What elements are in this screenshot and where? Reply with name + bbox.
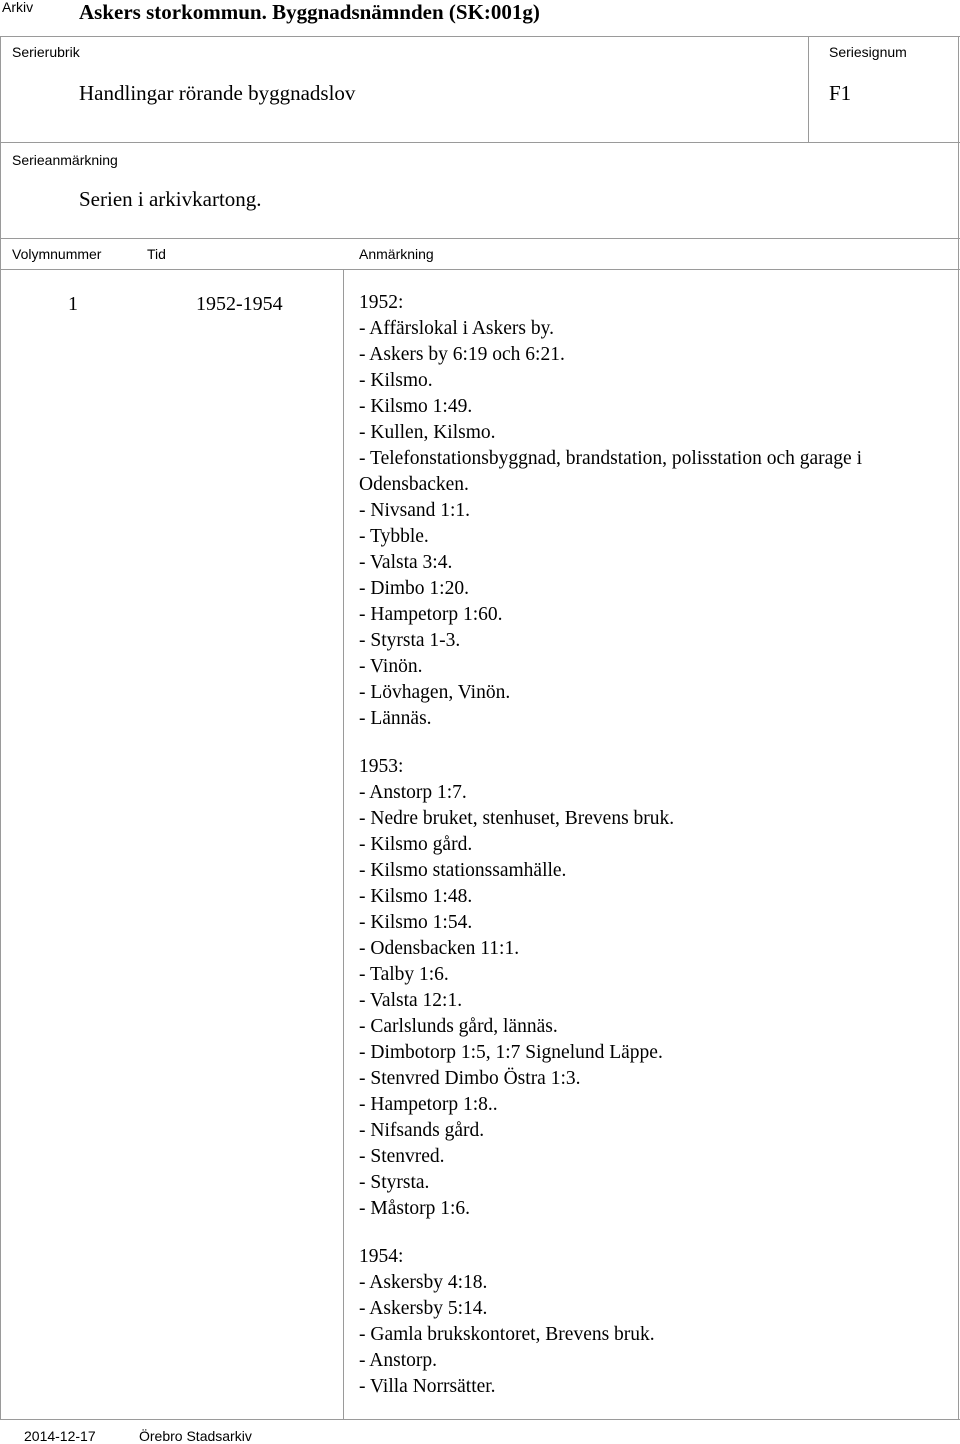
note-line: - Nedre bruket, stenhuset, Brevens bruk. [359,808,675,829]
footer-date: 2014-12-17 [24,1428,96,1444]
volume-number: 1 [68,293,78,315]
note-line: - Valsta 12:1. [359,990,463,1011]
note-line: - Kilsmo gård. [359,834,473,855]
note-line: 1954: [359,1246,404,1267]
note-line: - Telefonstationsbyggnad, brandstation, polisstation och garage i [359,448,863,469]
note-line: - Styrsta. [359,1172,430,1193]
serieanmarkning-label: Serieanmärkning [12,152,118,168]
note-line: - Vinön. [359,656,423,677]
note-line: - Kilsmo 1:54. [359,912,473,933]
note-group [359,1244,949,1400]
note-line: - Gamla brukskontoret, Brevens bruk. [359,1324,655,1345]
note-line: - Styrsta 1-3. [359,630,461,651]
note-line: - Anstorp 1:7. [359,782,467,803]
note-line: - Valsta 3:4. [359,552,453,573]
note-line: - Kilsmo 1:48. [359,886,473,907]
serie-divider [0,142,960,143]
column-header-anmarkning: Anmärkning [359,246,434,262]
note-line: - Dimbotorp 1:5, 1:7 Signelund Läppe. [359,1042,663,1063]
note-line: 1953: [359,756,404,777]
note-line: - Måstorp 1:6. [359,1198,471,1219]
note-line: - Kilsmo 1:49. [359,396,473,417]
note-line: - Talby 1:6. [359,964,449,985]
table-header-divider [0,269,960,270]
right-border [958,36,959,1420]
note-line: - Askersby 5:14. [359,1298,488,1319]
note-line: - Kilsmo stationssamhälle. [359,860,567,881]
serieanmarkning-value: Serien i arkivkartong. [79,187,262,211]
note-line: - Kullen, Kilsmo. [359,422,496,443]
volume-period: 1952-1954 [196,293,283,315]
note-line: - Lännäs. [359,708,432,729]
note-line: - Villa Norrsätter. [359,1376,496,1397]
note-line: - Lövhagen, Vinön. [359,682,511,703]
note-line: - Tybble. [359,526,429,547]
serierubrik-label: Serierubrik [12,44,80,60]
serierubrik-value: Handlingar rörande byggnadslov [79,81,356,105]
note-line: - Stenvred Dimbo Östra 1:3. [359,1068,581,1089]
note-line: 1952: [359,292,404,313]
note-line: - Stenvred. [359,1146,445,1167]
note-group [359,754,949,1222]
arkiv-title: Askers storkommun. Byggnadsnämnden (SK:001g) [79,0,540,24]
note-line: - Odensbacken 11:1. [359,938,520,959]
note-line: - Hampetorp 1:60. [359,604,503,625]
seriesignum-value: F1 [829,81,852,105]
anmarkning-divider [0,238,960,239]
header-divider [0,36,960,37]
column-header-volymnummer: Volymnummer [12,246,102,262]
note-line: - Carlslunds gård, lännäs. [359,1016,558,1037]
footer-archive: Örebro Stadsarkiv [139,1428,252,1444]
arkiv-label: Arkiv [2,0,34,15]
volume-notes [359,290,949,1422]
note-line: - Nifsands gård. [359,1120,485,1141]
note-line: - Nivsand 1:1. [359,500,471,521]
left-border [0,36,1,1420]
note-line: - Anstorp. [359,1350,437,1371]
note-line: Odensbacken. [359,474,469,495]
seriesignum-label: Seriesignum [829,44,907,60]
note-line: - Affärslokal i Askers by. [359,318,554,339]
note-line: - Askers by 6:19 och 6:21. [359,344,565,365]
note-line: - Askersby 4:18. [359,1272,488,1293]
note-line: - Kilsmo. [359,370,433,391]
note-line: - Dimbo 1:20. [359,578,469,599]
note-group [359,290,949,732]
note-line: - Hampetorp 1:8.. [359,1094,498,1115]
column-header-tid: Tid [147,246,166,262]
column-divider [343,269,344,1420]
signum-divider [808,36,809,142]
